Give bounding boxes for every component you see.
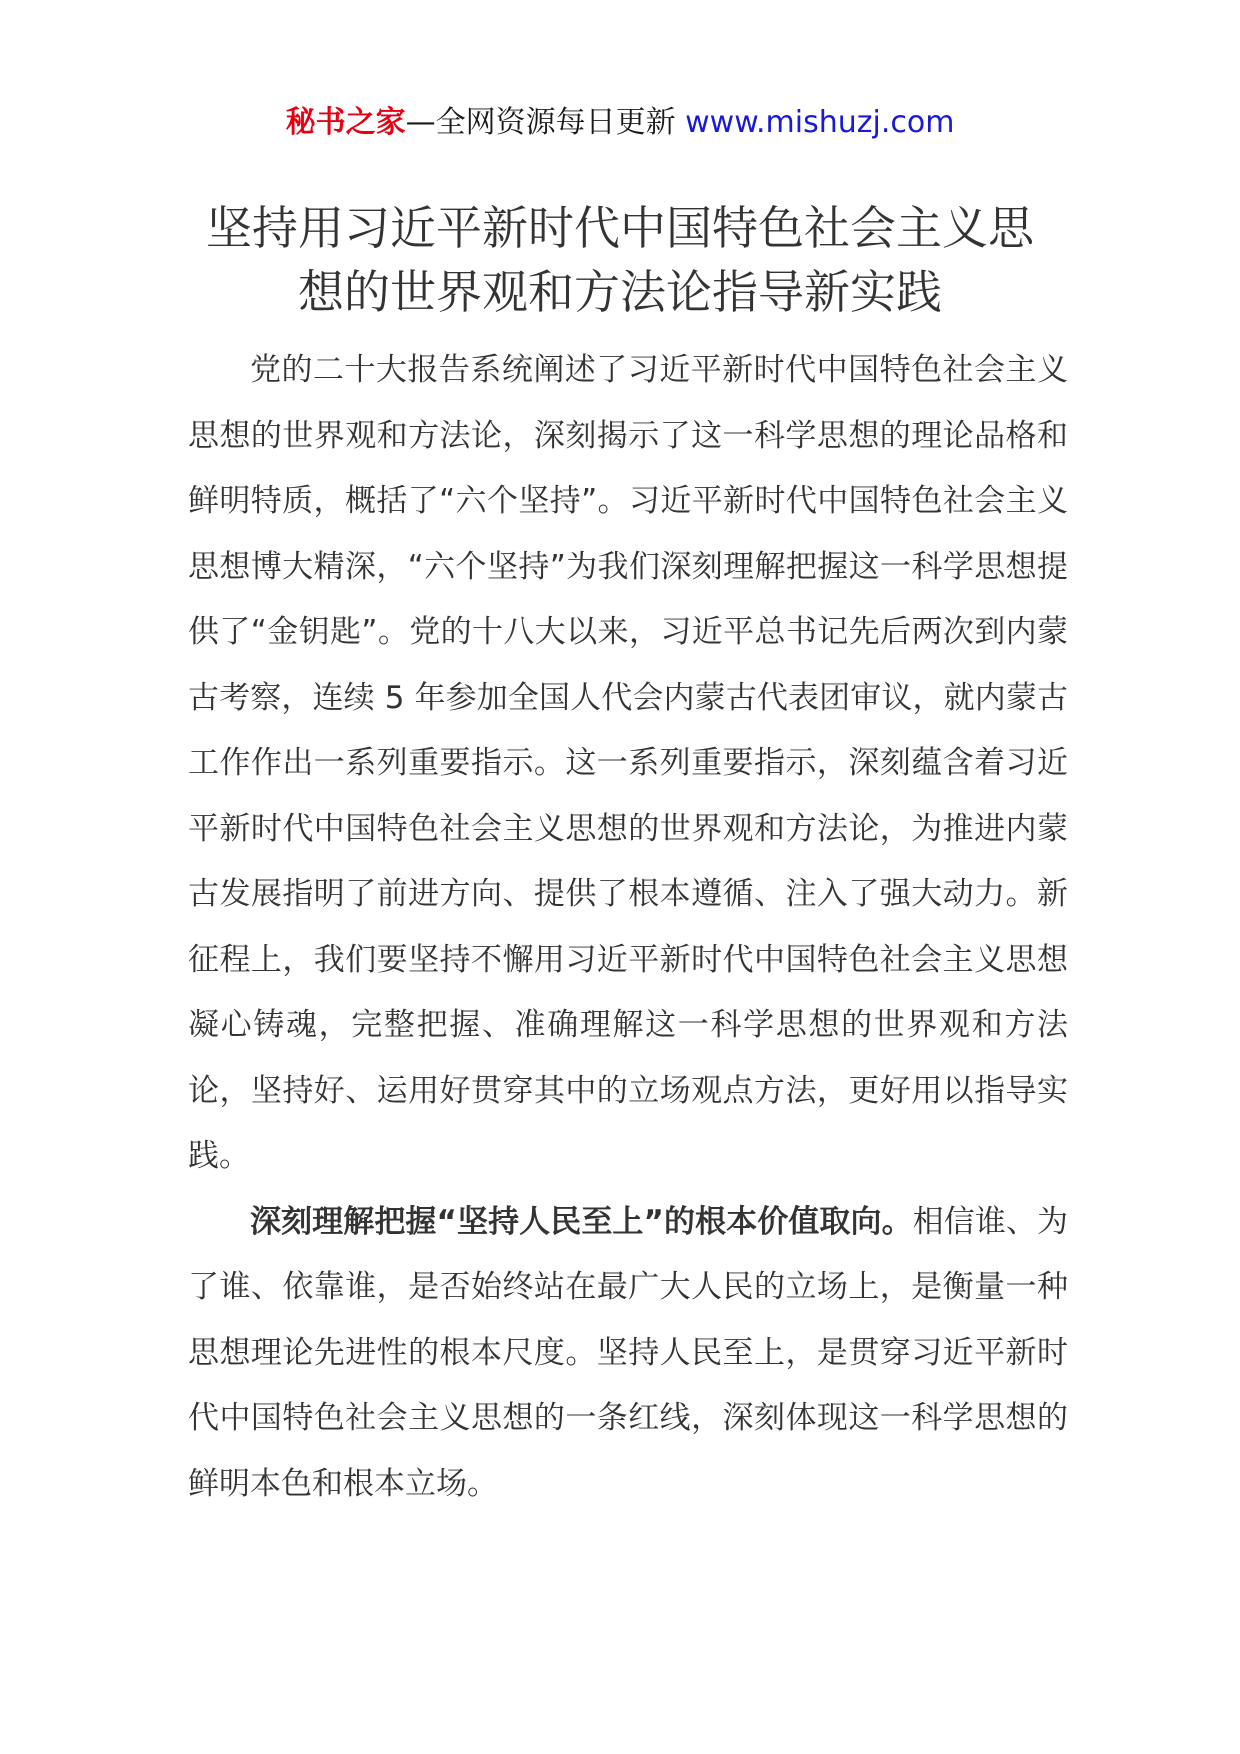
paragraph-intro [188, 338, 1068, 1190]
site-url-link[interactable]: www.mishuzj.com [685, 105, 955, 140]
site-header [0, 100, 1240, 146]
paragraph-text: 党的二十大报告系统阐述了习近平新时代中国特色社会主义思想的世界观和方法论，深刻揭示了这一科学思想的理论品格和鲜明特质，概括了“六个坚持”。习近平新时代中国特色社会主义思想博大精深，“六个坚持”为我们深刻理解把握这一科学思想提供了“金钥匙”。党的十八大以来，习近平总书记先后两次到内蒙古考察，连续 5 年参加全国人代会内蒙古代表团审议，就内蒙古工作作出一系列重要指示。这一系列重要指示，深刻蕴含着习近平新时代中国特色社会主义思想的世界观和方法论，为推进内蒙古发展指明了前进方向、提供了根本遵循、注入了强大动力。新征程上，我们要坚持不懈用习近平新时代中国特色社会主义思想凝心铸魂，完整把握、准确理解这一科学思想的世界观和方法论，坚持好、运用好贯穿其中的立场观点方法，更好用以指导实践。 [188, 352, 1068, 1174]
paragraph-text: 相信谁、为了谁、依靠谁，是否始终站在最广大人民的立场上，是衡量一种思想理论先进性的根本尺度。坚持人民至上，是贯穿习近平新时代中国特色社会主义思想的一条红线，深刻体现这一科学思想的鲜明本色和根本立场。 [188, 1203, 1069, 1502]
paragraph-people-first [188, 1190, 1068, 1518]
site-tagline: —全网资源每日更新 [405, 105, 686, 140]
paragraph-lead: 深刻理解把握“坚持人民至上”的根本价值取向。 [250, 1203, 913, 1240]
article-title: 坚持用习近平新时代中国特色社会主义思想的世界观和方法论指导新实践 [206, 201, 1034, 319]
site-brand: 秘书之家 [285, 105, 406, 140]
article-body [188, 338, 1068, 1517]
